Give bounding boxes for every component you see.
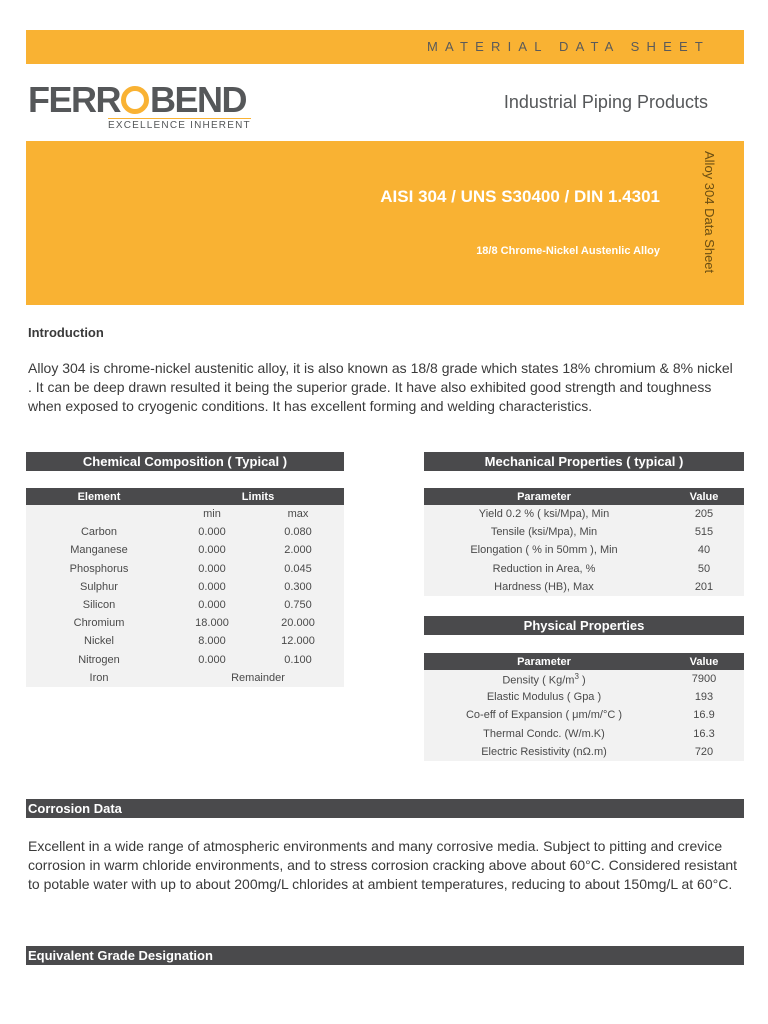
- vertical-label: Alloy 304 Data Sheet: [702, 151, 717, 274]
- param-name: Hardness (HB), Max: [424, 578, 664, 596]
- table-row: [424, 725, 744, 743]
- param-value: 720: [664, 743, 744, 761]
- table-row: [26, 614, 344, 632]
- param-value: 201: [664, 578, 744, 596]
- element-min: 0.000: [172, 560, 252, 578]
- mechanical-header-row: [424, 488, 744, 505]
- intro-heading: Introduction: [28, 325, 104, 340]
- param-value: 16.3: [664, 725, 744, 743]
- chemical-table: [26, 488, 344, 687]
- intro-body: Alloy 304 is chrome-nickel austenitic alloy, it is also known as 18/8 grade which states 18% chromium & 8% nickel . It can be deep drawn resulted it being the superior grade. It have also exhibited good strength and toughness when exposed to cryogenic conditions. It has excellent forming and welding characteristics.: [28, 360, 733, 414]
- table-row: [26, 578, 344, 596]
- param-name-density: [424, 670, 664, 688]
- element-name: Iron: [26, 669, 172, 687]
- ferrobend-logo: [28, 79, 251, 132]
- param-value: 515: [664, 523, 744, 541]
- element-min: 0.000: [172, 651, 252, 669]
- element-min: 0.000: [172, 578, 252, 596]
- table-row: [424, 578, 744, 596]
- element-name: Chromium: [26, 614, 172, 632]
- table-row: [424, 505, 744, 523]
- logo-tagline: EXCELLENCE INHERENT: [108, 120, 251, 131]
- chemical-title-bar: Chemical Composition ( Typical ): [26, 452, 344, 471]
- param-value: 40: [664, 541, 744, 559]
- element-max: 0.045: [252, 560, 344, 578]
- sub-min: min: [172, 505, 252, 523]
- param-value: 7900: [664, 670, 744, 688]
- corrosion-body: Excellent in a wide range of atmospheric environments and many corrosive media. Subject to pitting and crevice corrosion in warm chloride environments, and to stress corrosion cracking above about 60°C. Considered resistant to potable water with up to about 200mg/L chlorides at ambient temperatures, reducing to about 150mg/L at 60°C.: [28, 838, 738, 892]
- param-name: Yield 0.2 % ( ksi/Mpa), Min: [424, 505, 664, 523]
- element-name: Sulphur: [26, 578, 172, 596]
- logo-text-right: BEND: [150, 79, 247, 120]
- element-name: Carbon: [26, 523, 172, 541]
- param-name: Tensile (ksi/Mpa), Min: [424, 523, 664, 541]
- mechanical-table: [424, 488, 744, 596]
- element-min: 0.000: [172, 523, 252, 541]
- element-name: Silicon: [26, 596, 172, 614]
- corrosion-title-bar: Corrosion Data: [26, 799, 744, 818]
- element-max: 0.300: [252, 578, 344, 596]
- element-min: 0.000: [172, 596, 252, 614]
- table-row: [26, 560, 344, 578]
- sub-max: max: [252, 505, 344, 523]
- hero-band: [26, 141, 744, 305]
- grade-subtitle: 18/8 Chrome-Nickel Austenlic Alloy: [476, 245, 660, 257]
- physical-title-bar: Physical Properties: [424, 616, 744, 635]
- element-max: 2.000: [252, 541, 344, 559]
- mechanical-title-bar: Mechanical Properties ( typical ): [424, 452, 744, 471]
- element-name: Manganese: [26, 541, 172, 559]
- param-name: Reduction in Area, %: [424, 560, 664, 578]
- col-value: Value: [664, 488, 744, 505]
- table-row: [26, 596, 344, 614]
- header-subtitle: Industrial Piping Products: [503, 92, 708, 112]
- param-value: 205: [664, 505, 744, 523]
- banner-title: MATERIAL DATA SHEET: [427, 39, 710, 54]
- param-value: 16.9: [664, 706, 744, 724]
- table-row: [424, 523, 744, 541]
- param-value: 193: [664, 688, 744, 706]
- param-name: Electric Resistivity (nΩ.m): [424, 743, 664, 761]
- element-max: 0.750: [252, 596, 344, 614]
- chemical-header-row: [26, 488, 344, 505]
- table-row: [424, 541, 744, 559]
- table-row: [26, 541, 344, 559]
- grade-title: AISI 304 / UNS S30400 / DIN 1.4301: [380, 187, 660, 206]
- logo-text-left: FERR: [28, 79, 120, 120]
- density-superscript: 3: [574, 671, 579, 681]
- col-value: Value: [664, 653, 744, 670]
- col-parameter: Parameter: [424, 653, 664, 670]
- col-element: Element: [26, 488, 172, 505]
- param-name: Elastic Modulus ( Gpa ): [424, 688, 664, 706]
- col-parameter: Parameter: [424, 488, 664, 505]
- table-row: [424, 706, 744, 724]
- physical-table: [424, 653, 744, 761]
- table-row: [424, 560, 744, 578]
- chemical-subheader-row: [26, 505, 344, 523]
- element-max: 12.000: [252, 632, 344, 650]
- physical-header-row: [424, 653, 744, 670]
- table-row: [26, 651, 344, 669]
- element-name: Nickel: [26, 632, 172, 650]
- table-row: [424, 688, 744, 706]
- density-label: Density ( Kg/m: [502, 674, 575, 687]
- col-limits: Limits: [172, 488, 344, 505]
- element-min: 8.000: [172, 632, 252, 650]
- vertical-label-wrap: [690, 151, 720, 301]
- table-row: [26, 669, 344, 687]
- empty-cell: [26, 505, 172, 523]
- top-banner: [26, 30, 744, 64]
- element-min: 18.000: [172, 614, 252, 632]
- param-value: 50: [664, 560, 744, 578]
- param-name: Co-eff of Expansion ( μm/m/°C ): [424, 706, 664, 724]
- element-name: Phosphorus: [26, 560, 172, 578]
- param-name: Elongation ( % in 50mm ), Min: [424, 541, 664, 559]
- table-row: [424, 670, 744, 688]
- density-close: ): [578, 674, 586, 687]
- element-max: 0.080: [252, 523, 344, 541]
- element-min: 0.000: [172, 541, 252, 559]
- element-remainder: Remainder: [172, 669, 344, 687]
- element-max: 20.000: [252, 614, 344, 632]
- logo-wordmark: [28, 80, 246, 120]
- table-row: [26, 523, 344, 541]
- element-max: 0.100: [252, 651, 344, 669]
- table-row: [26, 632, 344, 650]
- table-row: [424, 743, 744, 761]
- logo-ring-icon: [121, 86, 149, 114]
- param-name: Thermal Condc. (W/m.K): [424, 725, 664, 743]
- element-name: Nitrogen: [26, 651, 172, 669]
- equivalent-title-bar: Equivalent Grade Designation: [26, 946, 744, 965]
